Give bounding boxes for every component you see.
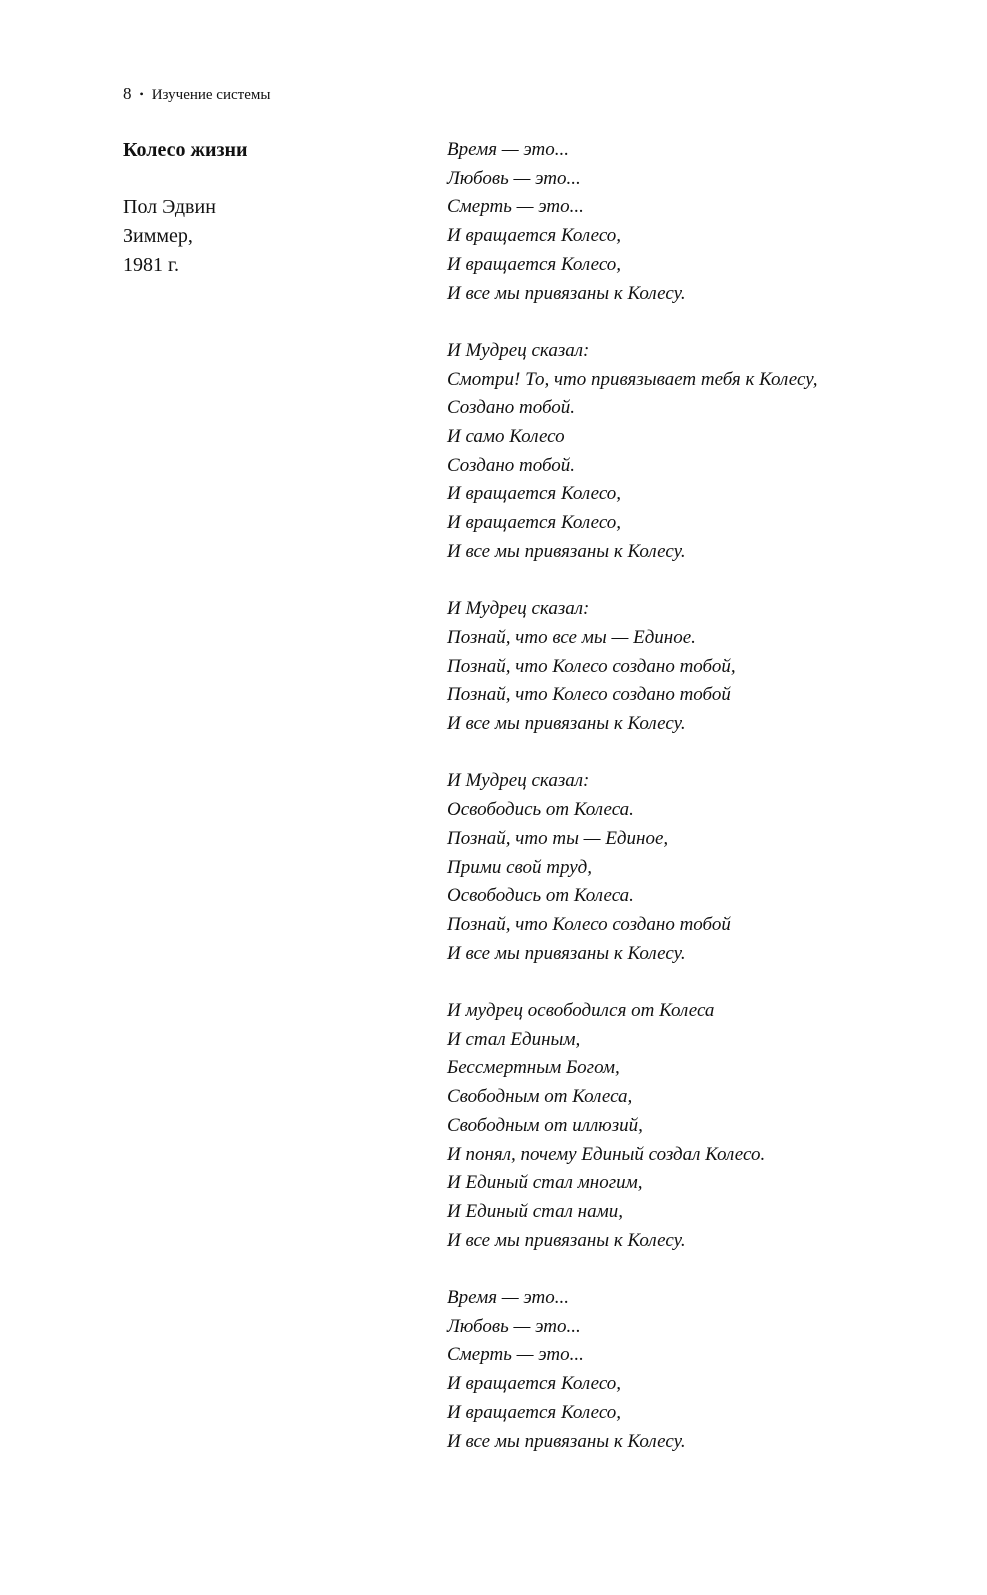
poem-line: И Мудрец сказал:: [447, 770, 590, 792]
poem-line: Познай, что все мы — Единое.: [447, 626, 696, 648]
poem-stanza: [447, 767, 967, 968]
poem-line: Познай, что Колесо создано тобой: [447, 913, 731, 935]
poem-line: И вращается Колесо,: [447, 253, 622, 275]
poem-line: Бессмертным Богом,: [447, 1057, 620, 1079]
poem-line: Освободись от Колеса.: [447, 799, 634, 821]
poem-line: Свободным от иллюзий,: [447, 1114, 643, 1136]
poem-line: И все мы привязаны к Колесу.: [447, 282, 686, 304]
poem-stanza: [447, 337, 967, 567]
poem-line: И Мудрец сказал:: [447, 598, 590, 620]
page-number: 8: [123, 84, 132, 103]
poem-line: Познай, что Колесо создано тобой: [447, 684, 731, 706]
poem-line: Смерть — это...: [447, 1344, 584, 1366]
poem-stanza: [447, 1284, 967, 1456]
poem-line: И вращается Колесо,: [447, 483, 622, 505]
section-title: Изучение системы: [151, 87, 271, 103]
poem-line: И стал Единым,: [447, 1028, 581, 1050]
poem-heading-block: [123, 136, 383, 280]
poem-line: Смотри! То, что привязывает тебя к Колесу,: [447, 368, 818, 390]
poem-stanza: [447, 595, 967, 739]
poem-line: Свободным от Колеса,: [447, 1086, 633, 1108]
poem-line: И все мы привязаны к Колесу.: [447, 1430, 686, 1452]
poem-line: И вращается Колесо,: [447, 1373, 622, 1395]
author-line: 1981 г.: [123, 254, 179, 276]
poem-line: Смерть — это...: [447, 196, 584, 218]
poem-line: Создано тобой.: [447, 454, 576, 476]
poem-line: И вращается Колесо,: [447, 512, 622, 534]
poem-author: [123, 193, 383, 280]
poem-stanza: [447, 136, 967, 308]
running-head-separator: •: [139, 87, 144, 101]
poem-line: И все мы привязаны к Колесу.: [447, 540, 686, 562]
poem-line: И понял, почему Единый создал Колесо.: [447, 1143, 766, 1165]
poem-line: И все мы привязаны к Колесу.: [447, 713, 686, 735]
poem-body: [447, 136, 967, 1456]
poem-line: Освободись от Колеса.: [447, 885, 634, 907]
poem-line: И Единый стал нами,: [447, 1200, 623, 1222]
author-line: Зиммер,: [123, 225, 193, 247]
poem-line: И мудрец освободился от Колеса: [447, 1000, 715, 1022]
poem-line: И Мудрец сказал:: [447, 339, 590, 361]
author-line: Пол Эдвин: [123, 196, 216, 218]
running-head: [123, 84, 270, 105]
poem-line: И вращается Колесо,: [447, 1401, 622, 1423]
poem-line: Время — это...: [447, 1287, 570, 1309]
poem-line: Время — это...: [447, 139, 570, 160]
poem-line: Познай, что Колесо создано тобой,: [447, 655, 736, 677]
poem-line: И само Колесо: [447, 426, 565, 448]
poem-line: Любовь — это...: [447, 1315, 581, 1337]
poem-line: И вращается Колесо,: [447, 225, 622, 247]
poem-line: И все мы привязаны к Колесу.: [447, 942, 686, 964]
poem-line: Прими свой труд,: [447, 856, 592, 878]
poem-stanza: [447, 997, 967, 1255]
poem-line: Любовь — это...: [447, 167, 581, 189]
poem-line: Создано тобой.: [447, 397, 576, 419]
poem-line: И Единый стал многим,: [447, 1172, 643, 1194]
poem-title: Колесо жизни: [123, 139, 248, 161]
poem-line: И все мы привязаны к Колесу.: [447, 1229, 686, 1251]
poem-line: Познай, что ты — Единое,: [447, 827, 669, 849]
